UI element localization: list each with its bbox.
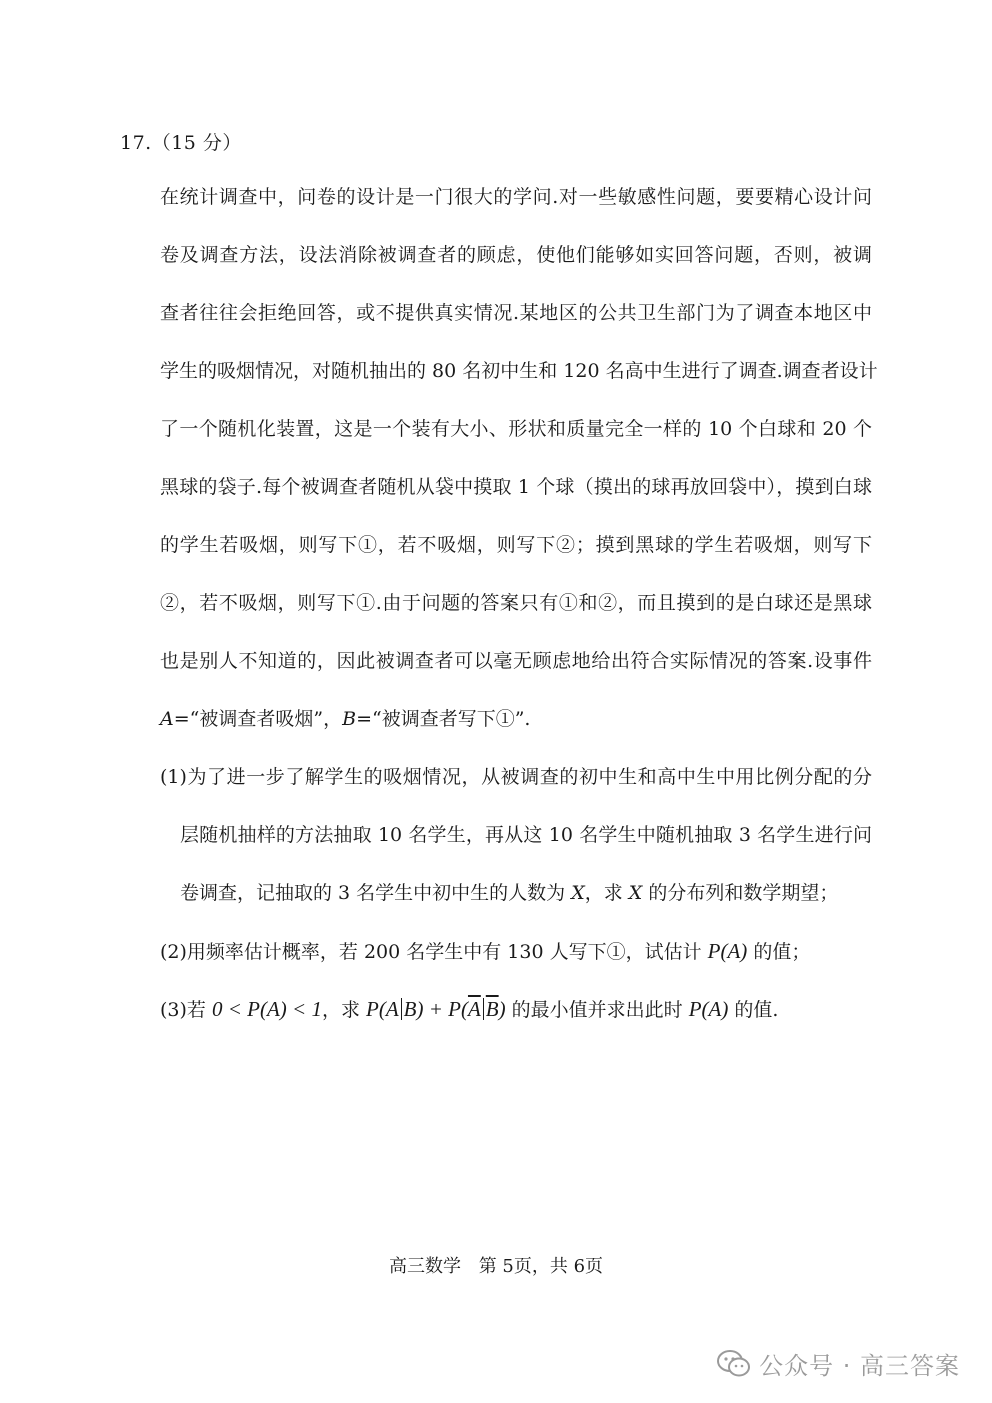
part2-line bbox=[160, 922, 872, 980]
part1-line3-mid: ，求 bbox=[584, 882, 629, 904]
var-x: X bbox=[628, 882, 643, 904]
footer-page-number: 第 5页，共 6页 bbox=[478, 1256, 604, 1277]
watermark-text: 公众号 · 高三答案 bbox=[759, 1352, 960, 1380]
part3-condition: 0 < P(A) < 1 bbox=[211, 997, 322, 1021]
event-b-text: =“被调查者写下①”. bbox=[356, 708, 531, 730]
sub-question-3 bbox=[160, 980, 872, 1038]
part1-line3 bbox=[160, 864, 872, 922]
part2-expr: P(A) bbox=[707, 939, 748, 963]
footer-subject: 高三数学 bbox=[388, 1256, 461, 1277]
stem-line: 了一个随机化装置，这是一个装有大小、形状和质量完全一样的 10 个白球和 20 个 bbox=[160, 418, 872, 440]
wechat-icon bbox=[717, 1350, 751, 1378]
stem-line: 的学生若吸烟，则写下①，若不吸烟，则写下②；摸到黑球的学生若吸烟，则写下 bbox=[160, 534, 872, 556]
part3-mid: ，求 bbox=[321, 999, 366, 1021]
part1-line3-text: 卷调查，记抽取的 3 名学生中初中生的人数为 bbox=[180, 882, 572, 904]
part3-expr2: P(A) bbox=[688, 997, 729, 1021]
page-footer bbox=[0, 1252, 992, 1278]
sub-question-1 bbox=[160, 748, 872, 922]
part3-expression: P(A $B) + P(\overline{A}$ $\overline{B}$) bbox=[366, 997, 506, 1021]
sub-question-2 bbox=[160, 922, 872, 980]
watermark bbox=[717, 1346, 960, 1381]
question-number: 17. bbox=[120, 132, 152, 154]
event-a-text: =“被调查者吸烟”， bbox=[173, 708, 343, 730]
part3-label: (3)若 bbox=[160, 999, 212, 1021]
stem-line: ②，若不吸烟，则写下①.由于问题的答案只有①和②，而且摸到的是白球还是黑球 bbox=[160, 592, 872, 614]
part3-line bbox=[160, 980, 872, 1038]
part3-post: 的最小值并求出此时 bbox=[505, 999, 689, 1021]
stem-line: 卷及调查方法，设法消除被调查者的顾虑，使他们能够如实回答问题，否则，被调 bbox=[160, 244, 872, 266]
part2-post: 的值； bbox=[747, 941, 811, 963]
stem-line: 查者往往会拒绝回答，或不提供真实情况.某地区的公共卫生部门为了调查本地区中 bbox=[160, 302, 872, 324]
stem-line: 学生的吸烟情况，对随机抽出的 80 名初中生和 120 名高中生进行了调查.调查者设计 bbox=[160, 360, 878, 382]
stem-line: 也是别人不知道的，因此被调查者可以毫无顾虑地给出符合实际情况的答案.设事件 bbox=[160, 650, 872, 672]
part2-text: (2)用频率估计概率，若 200 名学生中有 130 人写下①，试估计 bbox=[160, 941, 708, 963]
part1-line3-post: 的分布列和数学期望； bbox=[642, 882, 839, 904]
stem-line: 黑球的袋子.每个被调查者随机从袋中摸取 1 个球（摸出的球再放回袋中），摸到白球 bbox=[160, 476, 872, 498]
stem-line: 在统计调查中，问卷的设计是一门很大的学问.对一些敏感性问题，要要精心设计问 bbox=[160, 186, 872, 208]
question-header bbox=[120, 128, 242, 155]
question-stem bbox=[160, 168, 878, 748]
part1-line2: 层随机抽样的方法抽取 10 名学生，再从这 10 名学生中随机抽取 3 名学生进行问 bbox=[180, 824, 872, 846]
event-b-letter: B bbox=[342, 708, 357, 730]
question-score: （15 分） bbox=[151, 132, 242, 154]
part1-line1: (1)为了进一步了解学生的吸烟情况，从被调查的初中生和高中生中用比例分配的分 bbox=[160, 766, 872, 788]
part3-end: 的值. bbox=[728, 999, 779, 1021]
event-definitions bbox=[160, 690, 872, 748]
var-x: X bbox=[571, 882, 585, 904]
event-a-letter: A bbox=[160, 708, 174, 730]
